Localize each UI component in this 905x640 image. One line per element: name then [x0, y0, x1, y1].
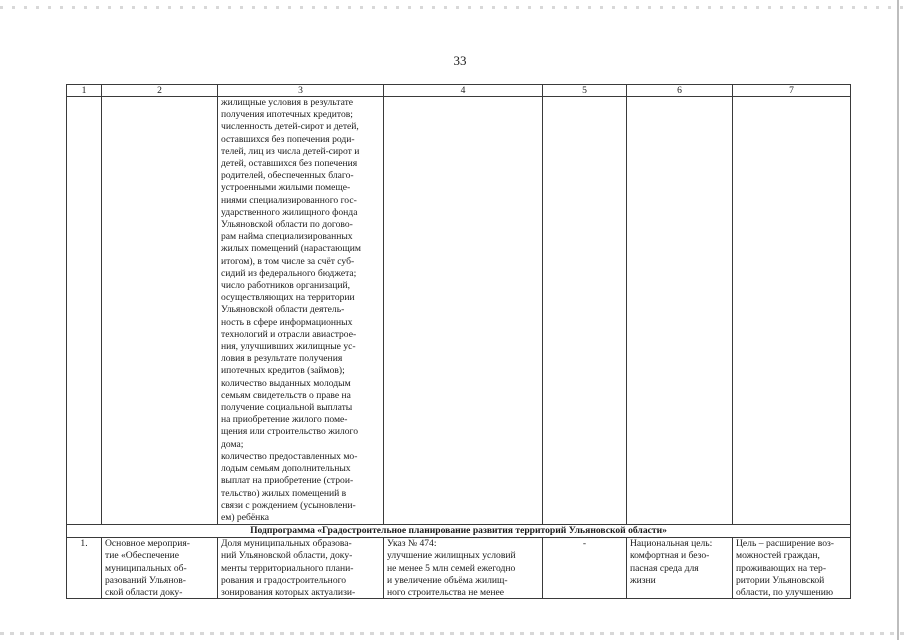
column5-value: - [543, 538, 627, 599]
text-line: ской области доку- [105, 586, 183, 598]
text-line: сидий из федерального бюджета; [221, 267, 357, 279]
subprogram-title: Подпрограмма «Градостроительное планирование развития территорий Ульяновской области» [67, 525, 851, 538]
text-line: Доля муниципальных образова- [221, 538, 352, 550]
text-line: ниями специализированного гос- [221, 194, 357, 206]
cont-cell-5 [543, 97, 627, 525]
text-line: области, по улучшению [736, 586, 834, 598]
text-line: и увеличение объёма жилищ- [387, 574, 508, 586]
text-line: жилых помещений (нарастающим [221, 243, 361, 255]
decree-goal-text [387, 538, 539, 598]
text-line: разований Ульянов- [105, 574, 186, 586]
indicator-text [221, 538, 380, 598]
main-activity-text [105, 538, 214, 598]
cont-cell-4 [384, 97, 543, 525]
goal-text [736, 538, 847, 598]
text-line: лодым семьям дополнительных [221, 463, 351, 475]
program-table [66, 84, 851, 599]
text-line: ния, улучшивших жилищные ус- [221, 341, 356, 353]
text-line: число работников организаций, [221, 280, 351, 292]
text-line: ем) ребёнка [221, 511, 270, 523]
text-line: щения или строительство жилого [221, 426, 359, 438]
column-number-7: 7 [733, 85, 851, 97]
text-line: получения ипотечных кредитов; [221, 109, 353, 121]
row-number: 1. [67, 538, 102, 599]
text-line: семьям свидетельств о праве на [221, 389, 351, 401]
text-line: количество выданных молодым [221, 377, 351, 389]
text-line: численность детей-сирот и детей, [221, 121, 359, 133]
text-line: получение социальной выплаты [221, 402, 353, 414]
scan-artifact-bottom [0, 632, 905, 635]
column-number-6: 6 [627, 85, 733, 97]
table-row [67, 538, 851, 599]
text-line: тельство) жилых помещений в [221, 487, 347, 499]
column-number-2: 2 [102, 85, 218, 97]
text-line: ловия в результате получения [221, 353, 343, 365]
scan-artifact-right-edge [897, 0, 899, 640]
text-line: Основное мероприя- [105, 538, 190, 550]
text-line: количество предоставленных мо- [221, 450, 358, 462]
column-number-5: 5 [543, 85, 627, 97]
text-line: менты территориального плани- [221, 562, 354, 574]
text-line: муниципальных об- [105, 562, 187, 574]
column-number-row [67, 85, 851, 97]
text-line: детей, оставшихся без попечения [221, 158, 358, 170]
text-line: ний Ульяновской области, доку- [221, 550, 353, 562]
column-number-1: 1 [67, 85, 102, 97]
text-line: комфортная и безо- [630, 550, 710, 562]
text-line: Национальная цель: [630, 538, 713, 550]
text-line: телей, лиц из числа детей-сирот и [221, 145, 360, 157]
subprogram-row [67, 525, 851, 538]
indicators-continuation-text [218, 97, 384, 525]
text-line: рования и градостроительного [221, 574, 347, 586]
text-line: оставшихся без попечения роди- [221, 133, 355, 145]
text-line: Ульяновской области деятель- [221, 304, 345, 316]
text-line: можностей граждан, [736, 550, 820, 562]
text-line: проживающих на тер- [736, 562, 827, 574]
text-line: связи с рождением (усыновлени- [221, 499, 356, 511]
page-number: 33 [453, 53, 467, 68]
text-line: устроенными жилыми помеще- [221, 182, 351, 194]
text-line: итогом), в том числе за счёт суб- [221, 255, 355, 267]
text-line: тие «Обеспечение [105, 550, 179, 562]
text-line: ритории Ульяновской [736, 574, 825, 586]
national-goal-text [630, 538, 729, 598]
text-line: жилищные условия в результате [221, 97, 354, 108]
text-line: дома; [221, 438, 244, 450]
text-line: улучшение жилищных условий [387, 550, 516, 562]
text-line: не менее 5 млн семей ежегодно [387, 562, 516, 574]
text-line: рам найма специализированных [221, 231, 353, 243]
text-line: жизни [630, 574, 656, 586]
text-line: выплат на приобретение (строи- [221, 475, 354, 487]
text-line: ударственного жилищного фонда [221, 206, 358, 218]
text-line: Указ № 474: [387, 538, 437, 550]
column-number-3: 3 [218, 85, 384, 97]
text-line: осуществляющих на территории [221, 292, 355, 304]
text-line: ность в сфере информационных [221, 316, 353, 328]
continuation-row [67, 97, 851, 525]
column-number-4: 4 [384, 85, 543, 97]
text-line: на приобретение жилого поме- [221, 414, 348, 426]
text-line: ного строительства не менее [387, 586, 505, 598]
text-line: Ульяновской области по догово- [221, 219, 353, 231]
cont-cell-6 [627, 97, 733, 525]
text-line: зонирования которых актуализи- [221, 586, 356, 598]
cont-cell-1 [67, 97, 102, 525]
text-line: технологий и отрасли авиастрое- [221, 328, 357, 340]
cont-cell-7 [733, 97, 851, 525]
text-line: родителей, обеспеченных благо- [221, 170, 354, 182]
text-line: ипотечных кредитов (займов); [221, 365, 345, 377]
scan-artifact-top [0, 6, 905, 9]
cont-cell-2 [102, 97, 218, 525]
text-line: пасная среда для [630, 562, 699, 574]
text-line: Цель – расширение воз- [736, 538, 835, 550]
